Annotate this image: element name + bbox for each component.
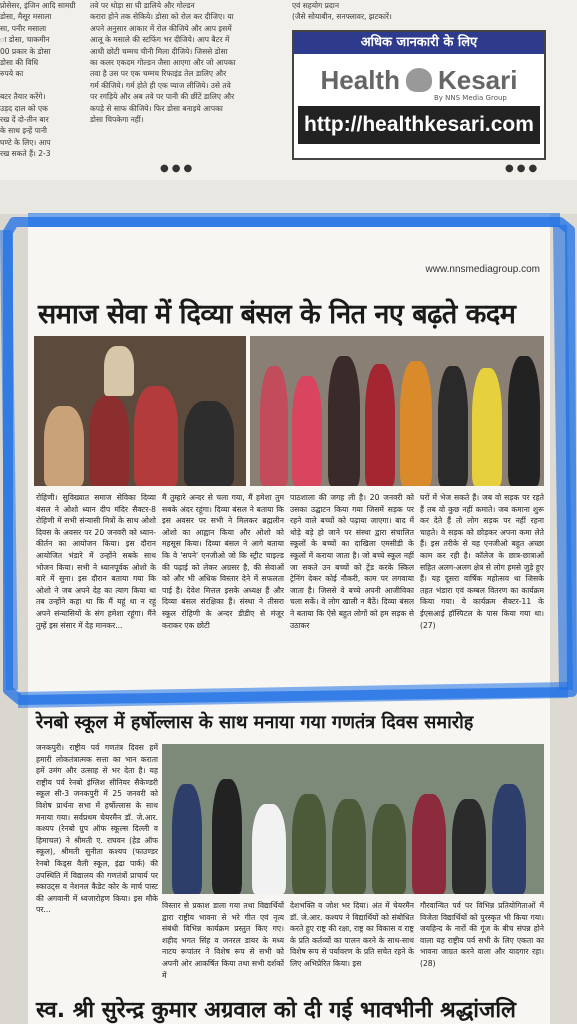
- right-adjacent-page: [550, 214, 577, 1024]
- top-newspaper-page: [0, 0, 577, 180]
- left-adjacent-page: [0, 214, 28, 1024]
- logo-left-text: Health: [320, 64, 400, 95]
- carousel-dots-right[interactable]: ●●●: [505, 163, 541, 174]
- recipe-column-1: प्रोसेसर, इंजिन आदि सामग्री डोसा, मैसूर मसाला सा, पनीर मसाला ा डोसा, चाकमीन 00 प्रकार के डोसा डोसा की विधि रुपये का बटर तैयार करेंगे। उड़द दाल को एक रख दें दो-तीन बार के साथ इन्हें पानी घण्टे के लिए। आप रख सकते हैं। 2-3: [0, 1, 76, 159]
- article2-column-2: विस्तार से प्रकाश डाला गया तथा विद्यार्थियों द्वारा राष्ट्रीय भावना से भरे गीत एवं नृत्य संबंधी विभिन्न कार्यक्रम प्रस्तुत किए गए। शहीद भगत सिंह व जनरल डायर के मध्य नाटय रूपांतर ने विशेष रूप से सभी को अपनी ओर आकर्षित किया तथा सभी दर्शकों में: [162, 901, 284, 980]
- article2-column-3: देशभक्ति व जोश भर दिया। अंत में चेयरमैन डॉ. जे.आर. कश्यप ने विद्यार्थियों को संबोधित करते हुए राष्ट्र की रक्षा, राष्ट्र का विकास व राष्ट्र के प्रति कर्तव्यों का पालन करने के साथ-साथ विशेष रूप से पर्यावरण के प्रति सचेत रहने के लिए अभिप्रेरित किया। इस: [290, 901, 414, 968]
- ad-heading: अधिक जानकारी के लिए: [294, 32, 544, 54]
- article1-column-4: घरों में भेज सकते हैं। जब वो सड़क पर रहते हैं तब वो कुछ नहीं कमाते। जब कमाना शुरू कर देते हैं तो लोग सड़क पर नहीं रहना चाहते। वे सड़क को छोड़कर अपना कमा लेते हैं। इस तरीके से यह एनजीओ बहुत अच्छा काम कर रही है। कॉलेज के छात्र-छात्राओं सहित अलग-अलग क्षेत्र से लोग हमसे जुड़े हुए हैं। यह दूसरा वार्षिक महोत्सव था जिसके तहत भंडारा एवं कम्बल वितरण का कार्यक्रम किया गया। ये कार्यक्रम सैक्टर-11 के ईएसआई हॉस्पिटल के पास किया गया था। (27): [420, 493, 544, 630]
- article1-column-2: मैं तुम्हारे अन्दर से चला गया, मैं हमेशा तुम सबके अंदर रहूंगा। दिव्या बंसल ने बताया कि इस अवसर पर सभी ने मिलकर ब्रह्मलीन ओशो का आह्वान किया और ओशो को महसूस किया। दिव्या बंसल ने आगे बताया कि वे 'सपने' एनजीओ जो कि स्ट्रीट चाइल्ड की पढ़ाई को लेकर अग्रसर है, की सेवाओं को और भी अधिक विस्तार देने में सफलता पाई है। देवेश मित्तल इसके अध्यक्ष हैं और दिव्या बंसल संरक्षिका हैं। संस्था ने तीसरा स्कूल रोहिणी के अन्दर डीडीए से मंजूर कराकर एक छोटी: [162, 493, 284, 630]
- article2-column-1: जनकपुरी। राष्ट्रीय पर्व गणतंत्र दिवस हमें हमारी लोकतंत्रात्मक सत्ता का भान कराता हमें उमंग और उत्साह से भर देता है। यह राष्ट्रीय पर्व रेनबो इंग्लिश सीनियर सैकेण्डरी स्कूल सी-3 जनकपुरी में 25 जनवरी को विशेष प्रार्थना सभा में हर्षोल्लास के साथ मनाया गया। सर्वप्रथम चेयरमैन डॉ. जे.आर. कश्यप (रेनबो ग्रुप ऑफ स्कूल्स दिल्ली व हिमाचल) ने श्रीमती ए. राघवन (हेड ऑफ स्कूल), श्रीमती सुनीता कश्यप (फाउण्डर रेनबो किड्स वैली स्कूल, इंद्रा पार्क) की उपस्थिति में विद्यालय की गणतंत्रों प्राचार्य पर स्काउट्स व नेशनल कैडेट कोर के मार्च पास्ट की अगवानी में ध्वजारोहण किया। इस मौके पर...: [36, 743, 158, 915]
- heart-icon: [406, 68, 432, 92]
- carousel-dots-left[interactable]: ●●●: [160, 163, 196, 174]
- photo-group-standing: [250, 336, 544, 486]
- column-3-snippet: एवं सहयोग प्रदान (जैसे सोयाबीन, सनफ्लावर, झटकारें।: [292, 1, 392, 22]
- main-headline: समाज सेवा में दिव्या बंसल के नित नए बढ़ते कदम: [38, 299, 516, 330]
- logo-subtitle: By NNS Media Group: [434, 94, 507, 102]
- secondary-headline: रेनबो स्कूल में हर्षोल्लास के साथ मनाया गया गणतंत्र दिवस समारोह: [36, 712, 474, 733]
- third-headline: स्व. श्री सुरेन्द्र कुमार अग्रवाल को दी गई भावभीनी श्रद्धांजलि: [36, 998, 516, 1023]
- newspaper-page: [28, 214, 550, 1024]
- logo-right-text: Kesari: [437, 64, 518, 95]
- health-kesari-ad[interactable]: [292, 30, 546, 160]
- photo-meditation-group: [34, 336, 246, 486]
- page-separator: [0, 180, 577, 210]
- recipe-column-2: तवे पर थोड़ा सा घी डालिये और गोल्डन करारा होने तक सेकिये। डोसा को रोल कर दीजिए। या अपने अनुसार आकार में रोल कीजिये और आप इसमें आलू के मसाले की स्टफिंग भर दीजिये। आप बैटर में आधी छोटी चम्मच चीनी मिला दीजिये। जिससे डोसा का कलर एकदम गोल्डन जैसा आएगा और जो आपका तवा है उस पर एक चम्मच रिफाइंड तेल डालिए और गर्म कीजिये। गर्म होते ही एक प्याज लीजिये। उसे तवे पर रगड़िये और अब तवे पर पानी की छींटें डालिए और कपड़े से साफ कीजिये। फिर डोसा बनाइये आपका डोसा चिपकेगा नहीं।: [90, 1, 236, 125]
- ad-url[interactable]: http://healthkesari.com: [298, 106, 540, 144]
- article1-column-1: रोहिणी। सुविख्यात समाज सेविका दिव्या बंसल ने ओशो ध्यान दीप मंदिर सैक्टर-8 रोहिणी में सभी संन्यासी मित्रों के साथ ओशो दिवस के अवसर पर 20 जनवरी को ध्यान-कीर्तन का आयोजन किया। इस दौरान आयोजित भंडारे में उन्होंने सबके साथ भोजन किया। सभी ने ध्यानपूर्वक ओशो के बारे में सुना। इस दौरान बताया गया कि ओशो ने जब अपने देह का त्याग किया था तब उन्होंने कहा था कि मैं यहूं था न रहूं अपने संन्यासियों के संग हमेशा रहूंगा। मैंने तुम्हें इस संसार में देह मानकर...: [36, 493, 156, 630]
- photo-republic-day: [162, 744, 544, 894]
- article1-column-3: पाठशाला की जगह ली है। 20 जनवरी को उसका उद्घाटन किया गया जिसमें सड़क पर रहने वाले बच्चों को पढ़ाया जाएगा। बाद में थोड़े बड़े हो जाने पर संस्था द्वारा संचालित स्कूलों के बच्चों का दाखिला एमसीडी के स्कूलों में कराया जाता है। जो बच्चे स्कूल नहीं जा सकते उन बच्चों को ट्रेंड करके स्किल ट्रेनिंग देकर कोई नौकरी, काम पर लगवाया जाता है। जिससे वे बच्चे अपनी आजीविका चला सकें। वे लोग खाली न बैठें। दिव्या बंसल ने बताया कि ऐसे बहुत लोगों को हम सड़क से उठाकर: [290, 493, 414, 630]
- article2-column-4: गौरवान्वित पर्व पर विभिन्न प्रतियोगिताओं में विजेता विद्यार्थियों को पुरस्कृत भी किया गया। जयहिन्द के नारों की गूंज के बीच संपन्न होने वाला यह राष्ट्रीय पर्व सभी के लिए एकता का भावना जाग्रत करने वाला और यादगार रहा। (28): [420, 901, 544, 968]
- site-url[interactable]: www.nnsmediagroup.com: [425, 264, 540, 275]
